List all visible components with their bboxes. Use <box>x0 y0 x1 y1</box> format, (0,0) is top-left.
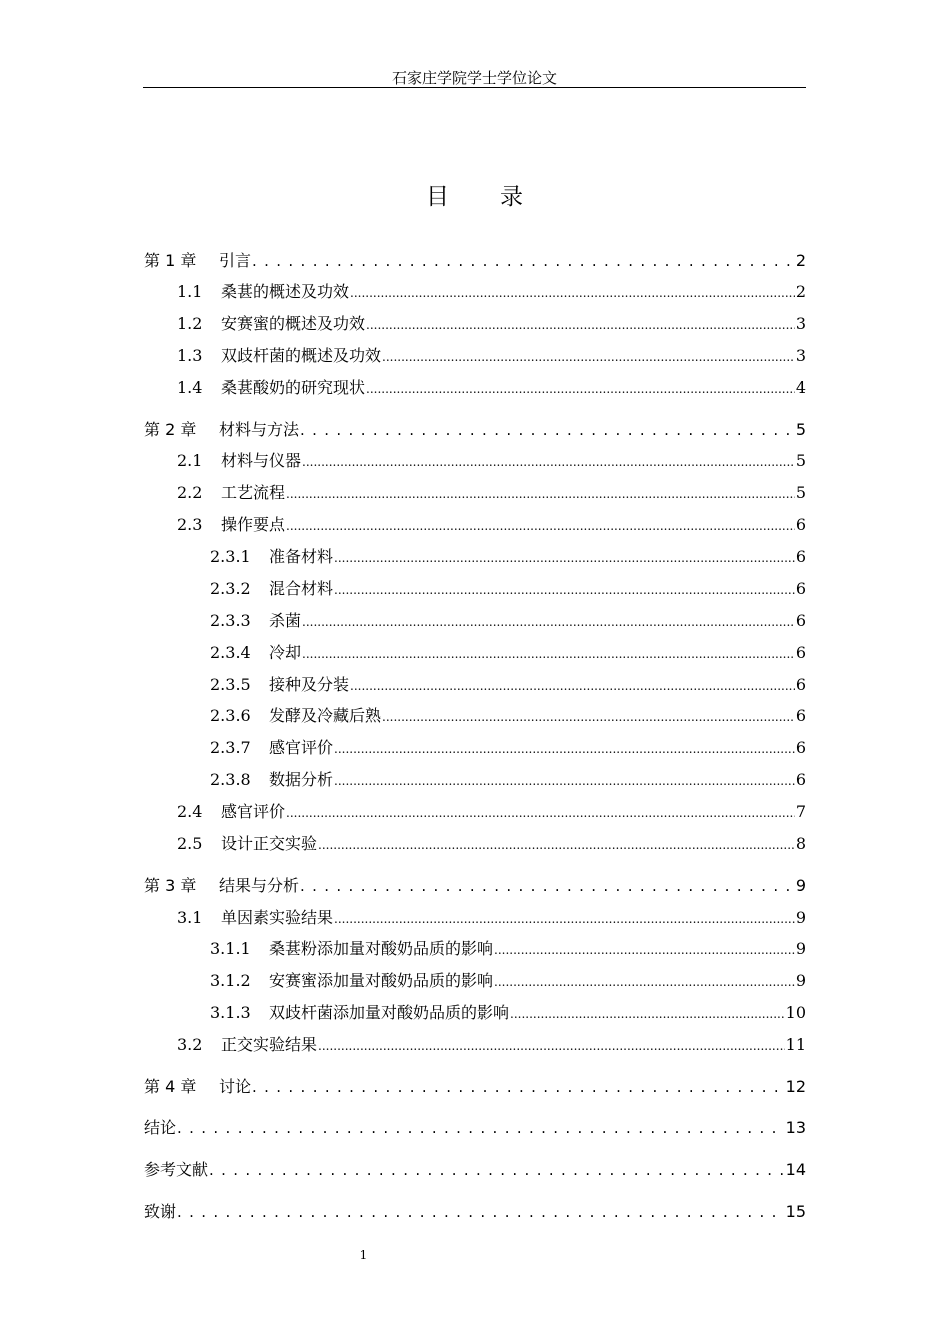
toc-dot-leader <box>382 702 795 731</box>
toc-entry-number: 2.4 <box>177 802 203 821</box>
toc-entry-title: 结论 <box>144 1118 177 1137</box>
toc-entry-page: 11 <box>785 1035 806 1054</box>
toc-entry-page: 6 <box>795 770 806 789</box>
toc-dot-leader <box>177 1198 785 1226</box>
toc-entry-title: 冷却 <box>269 643 302 662</box>
toc-entry-page: 6 <box>795 579 806 598</box>
header-rule <box>143 87 806 88</box>
toc-entry-title: 材料与方法 <box>219 420 300 439</box>
toc-dot-leader <box>494 967 795 996</box>
toc-entry-page: 6 <box>795 547 806 566</box>
toc-entry-section[interactable] <box>177 830 806 858</box>
toc-entry-number: 2.3.2 <box>210 579 251 598</box>
toc-dot-leader <box>494 935 795 964</box>
toc-entry-page: 12 <box>785 1077 806 1096</box>
toc-entry-chapter[interactable] <box>144 247 806 275</box>
toc-entry-page: 13 <box>785 1118 806 1137</box>
toc-dot-leader <box>318 1031 785 1060</box>
toc-dot-leader <box>318 830 795 859</box>
toc-entry-chapter[interactable] <box>144 416 806 444</box>
toc-entry-section[interactable] <box>177 1031 806 1059</box>
toc-entry-title: 桑葚酸奶的研究现状 <box>221 378 366 397</box>
toc-entry-subsection[interactable] <box>210 702 806 730</box>
toc-entry-title: 桑葚粉添加量对酸奶品质的影响 <box>269 939 494 958</box>
toc-entry-number: 第 1 章 <box>144 251 197 270</box>
toc-entry-number: 2.3.5 <box>210 675 251 694</box>
toc-entry-title: 安赛蜜添加量对酸奶品质的影响 <box>269 971 494 990</box>
toc-entry-title: 感官评价 <box>269 738 334 757</box>
toc-entry-page: 6 <box>795 675 806 694</box>
toc-dot-leader <box>382 342 795 371</box>
toc-dot-leader <box>334 904 795 933</box>
toc-entry-title: 操作要点 <box>221 515 286 534</box>
toc-entry-subsection[interactable] <box>210 935 806 963</box>
toc-dot-leader <box>334 575 795 604</box>
toc-entry-subsection[interactable] <box>210 639 806 667</box>
toc-dot-leader <box>286 511 795 540</box>
toc-dot-leader <box>350 671 795 700</box>
toc-entry-page: 9 <box>795 939 806 958</box>
toc-entry-page: 6 <box>795 515 806 534</box>
toc-entry-subsection[interactable] <box>210 607 806 635</box>
toc-entry-chapter[interactable] <box>144 1073 806 1101</box>
toc-entry-title: 参考文献 <box>144 1160 209 1179</box>
toc-dot-leader <box>510 999 785 1028</box>
toc-dot-leader <box>334 766 795 795</box>
toc-entry-subsection[interactable] <box>210 967 806 995</box>
toc-entry-section[interactable] <box>177 447 806 475</box>
toc-entry-section[interactable] <box>177 342 806 370</box>
toc-title-char-1: 目 <box>426 184 450 210</box>
toc-entry-page: 7 <box>795 802 806 821</box>
toc-entry-number: 2.3.1 <box>210 547 251 566</box>
toc-entry-subsection[interactable] <box>210 543 806 571</box>
toc-entry-number: 1.2 <box>177 314 203 333</box>
toc-entry-number: 2.3.7 <box>210 738 251 757</box>
toc-entry-number: 1.1 <box>177 282 203 301</box>
toc-entry-subsection[interactable] <box>210 734 806 762</box>
toc-dot-leader <box>209 1156 785 1184</box>
toc-dot-leader <box>302 607 795 636</box>
toc-entry-number: 2.1 <box>177 451 203 470</box>
toc-entry-page: 6 <box>795 738 806 757</box>
running-header: 石家庄学院学士学位论文 <box>391 69 557 87</box>
toc-entry-title: 双歧杆菌添加量对酸奶品质的影响 <box>269 1003 510 1022</box>
toc-entry-subsection[interactable] <box>210 575 806 603</box>
toc-entry-section[interactable] <box>177 374 806 402</box>
toc-entry-title: 致谢 <box>144 1202 177 1221</box>
toc-entry-title: 发酵及冷藏后熟 <box>269 706 382 725</box>
toc-entry-title: 混合材料 <box>269 579 334 598</box>
toc-entry-page: 5 <box>795 483 806 502</box>
toc-entry-title: 设计正交实验 <box>221 834 318 853</box>
toc-entry-page: 3 <box>795 346 806 365</box>
toc-entry-number: 3.1.1 <box>210 939 251 958</box>
toc-entry-number: 3.2 <box>177 1035 203 1054</box>
toc-title <box>0 180 950 214</box>
toc-dot-leader <box>366 374 795 403</box>
toc-entry-title: 桑葚的概述及功效 <box>221 282 350 301</box>
toc-entry-number: 3.1.2 <box>210 971 251 990</box>
toc-entry-number: 第 2 章 <box>144 420 197 439</box>
toc-entry-section[interactable] <box>177 904 806 932</box>
toc-entry-number: 第 4 章 <box>144 1077 197 1096</box>
toc-dot-leader <box>252 1073 785 1101</box>
toc-entry-page: 14 <box>785 1160 806 1179</box>
toc-entry-subsection[interactable] <box>210 671 806 699</box>
toc-dot-leader <box>302 639 795 668</box>
toc-entry-title: 双歧杆菌的概述及功效 <box>221 346 382 365</box>
toc-entry-title: 工艺流程 <box>221 483 286 502</box>
toc-entry-title: 讨论 <box>219 1077 252 1096</box>
toc-entry-section[interactable] <box>177 278 806 306</box>
toc-entry-title: 数据分析 <box>269 770 334 789</box>
toc-entry-number: 3.1 <box>177 908 203 927</box>
toc-entry-acknowledgements[interactable] <box>144 1198 806 1226</box>
toc-entry-section[interactable] <box>177 479 806 507</box>
toc-entry-page: 4 <box>795 378 806 397</box>
toc-entry-chapter[interactable] <box>144 872 806 900</box>
toc-entry-number: 2.5 <box>177 834 203 853</box>
toc-entry-title: 引言 <box>219 251 252 270</box>
toc-entry-subsection[interactable] <box>210 999 806 1027</box>
toc-entry-title: 安赛蜜的概述及功效 <box>221 314 366 333</box>
toc-dot-leader <box>286 798 795 827</box>
toc-entry-title: 接种及分装 <box>269 675 350 694</box>
toc-entry-title: 单因素实验结果 <box>221 908 334 927</box>
toc-entry-number: 2.3.6 <box>210 706 251 725</box>
toc-entry-title: 材料与仪器 <box>221 451 302 470</box>
toc-dot-leader <box>334 543 795 572</box>
toc-entry-title: 正交实验结果 <box>221 1035 318 1054</box>
toc-entry-page: 2 <box>795 282 806 301</box>
toc-dot-leader <box>286 479 795 508</box>
toc-dot-leader <box>302 447 795 476</box>
toc-entry-title: 结果与分析 <box>219 876 300 895</box>
toc-entry-title: 感官评价 <box>221 802 286 821</box>
toc-entry-page: 9 <box>795 971 806 990</box>
toc-entry-number: 2.3.4 <box>210 643 251 662</box>
toc-entry-number: 2.3.8 <box>210 770 251 789</box>
toc-entry-page: 6 <box>795 706 806 725</box>
toc-entry-page: 6 <box>795 611 806 630</box>
page-number: 1 <box>359 1248 368 1262</box>
toc-entry-conclusion[interactable] <box>144 1114 806 1142</box>
toc-entry-page: 5 <box>795 420 806 439</box>
toc-entry-page: 15 <box>785 1202 806 1221</box>
toc-entry-number: 3.1.3 <box>210 1003 251 1022</box>
toc-entry-section[interactable] <box>177 798 806 826</box>
toc-entry-number: 第 3 章 <box>144 876 197 895</box>
toc-entry-page: 3 <box>795 314 806 333</box>
toc-dot-leader <box>300 416 795 444</box>
toc-entry-page: 10 <box>785 1003 806 1022</box>
toc-entry-number: 1.4 <box>177 378 203 397</box>
toc-dot-leader <box>177 1114 785 1142</box>
toc-entry-number: 2.3.3 <box>210 611 251 630</box>
toc-dot-leader <box>334 734 795 763</box>
toc-entry-page: 6 <box>795 643 806 662</box>
toc-dot-leader <box>366 310 795 339</box>
toc-title-char-2: 录 <box>500 184 524 210</box>
toc-entry-subsection[interactable] <box>210 766 806 794</box>
toc-dot-leader <box>252 247 795 275</box>
toc-entry-section[interactable] <box>177 310 806 338</box>
toc-entry-page: 9 <box>795 876 806 895</box>
toc-entry-title: 准备材料 <box>269 547 334 566</box>
toc-entry-references[interactable] <box>144 1156 806 1184</box>
toc-entry-page: 5 <box>795 451 806 470</box>
toc-entry-page: 2 <box>795 251 806 270</box>
toc-entry-title: 杀菌 <box>269 611 302 630</box>
toc-entry-number: 2.2 <box>177 483 203 502</box>
toc-entry-page: 9 <box>795 908 806 927</box>
toc-dot-leader <box>350 278 795 307</box>
toc-dot-leader <box>300 872 795 900</box>
toc-entry-section[interactable] <box>177 511 806 539</box>
toc-entry-page: 8 <box>795 834 806 853</box>
toc-entry-number: 2.3 <box>177 515 203 534</box>
toc-entry-number: 1.3 <box>177 346 203 365</box>
